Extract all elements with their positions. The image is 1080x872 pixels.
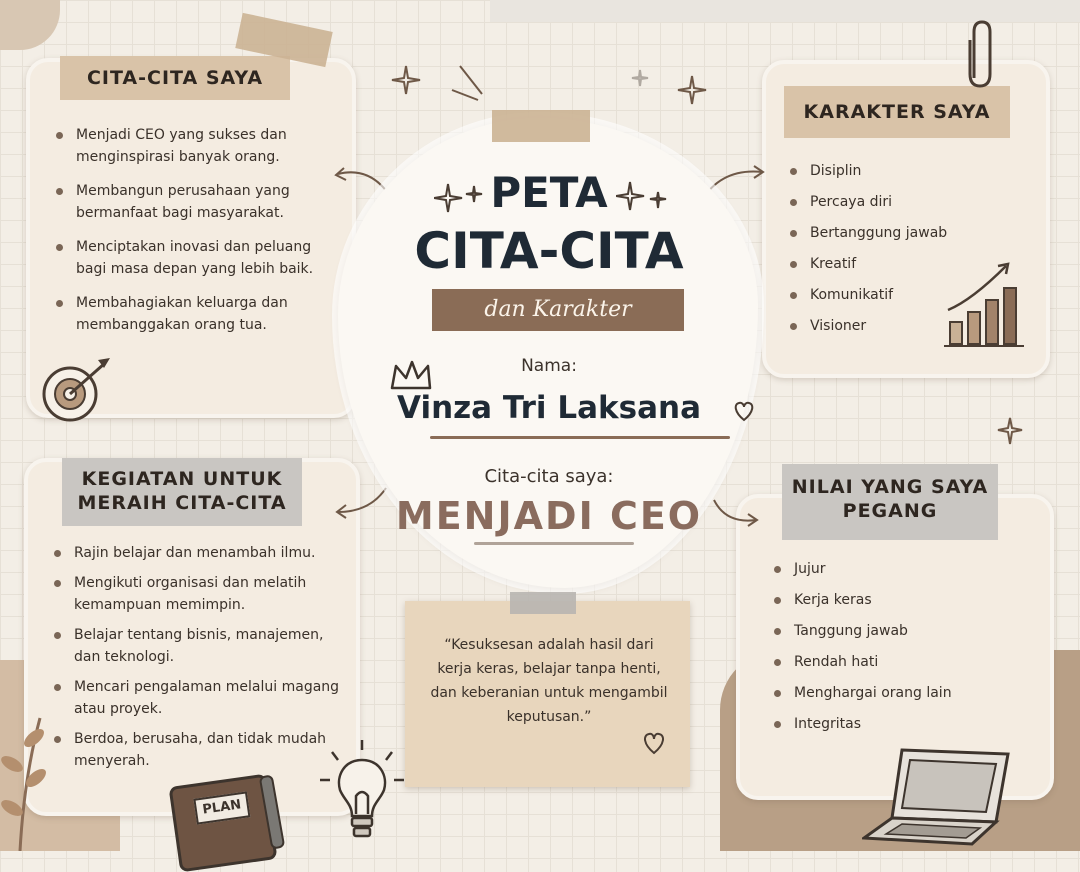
goal-label: Cita-cita saya:	[484, 466, 614, 487]
list-item: Percaya diri	[788, 191, 988, 213]
page-title-line1: PETA	[490, 168, 608, 217]
nilai-title: NILAI YANG SAYA PEGANG	[782, 464, 998, 540]
list-item: Jujur	[772, 558, 1022, 580]
list-item: Belajar tentang bisnis, manajemen, dan teknologi.	[52, 624, 344, 668]
list-item: Disiplin	[788, 160, 988, 182]
list-item: Mengikuti organisasi dan melatih kemampuan memimpin.	[52, 572, 344, 616]
list-item: Mencari pengalaman melalui magang atau proyek.	[52, 676, 344, 720]
quote-text: “Kesuksesan adalah hasil dari kerja keras, belajar tanpa henti, dan keberanian untuk mengambil keputusan.”	[430, 637, 668, 725]
sparkle-icon	[434, 180, 488, 220]
list-item: Menjadi CEO yang sukses dan menginspirasi banyak orang.	[54, 124, 316, 168]
underline	[474, 542, 634, 545]
list-item: Komunikatif	[788, 284, 988, 306]
crown-icon	[388, 356, 434, 398]
sparkle-icon	[616, 178, 672, 218]
list-item: Rendah hati	[772, 651, 1022, 673]
notebook-label: PLAN	[193, 791, 250, 824]
name-label: Nama:	[521, 356, 577, 376]
subtitle-ribbon: dan Karakter	[432, 289, 684, 331]
list-item: Tanggung jawab	[772, 620, 1022, 642]
lightbulb-icon	[318, 738, 408, 846]
heart-icon	[732, 400, 756, 422]
list-item: Menciptakan inovasi dan peluang bagi masa depan yang lebih baik.	[54, 236, 316, 280]
underline	[430, 436, 730, 439]
heart-icon	[641, 731, 667, 755]
list-item: Menghargai orang lain	[772, 682, 1022, 704]
kegiatan-title: KEGIATAN UNTUK MERAIH CITA-CITA	[62, 458, 302, 526]
cita-cita-title: CITA-CITA SAYA	[60, 56, 290, 100]
name-value: Vinza Tri Laksana	[397, 390, 701, 426]
sparkle-icon	[390, 60, 730, 140]
tape-strip	[510, 592, 576, 614]
list-item: Integritas	[772, 713, 1022, 735]
list-item: Kerja keras	[772, 589, 1022, 611]
list-item: Bertanggung jawab	[788, 222, 988, 244]
list-item: Berdoa, berusaha, dan tidak mudah menyerah.	[52, 728, 344, 772]
quote-note	[405, 601, 690, 787]
list-item: Kreatif	[788, 253, 988, 275]
list-item: Visioner	[788, 315, 988, 337]
list-item: Membahagiakan keluarga dan membanggakan orang tua.	[54, 292, 316, 336]
goal-value: MENJADI CEO	[395, 494, 703, 538]
sparkle-icon	[996, 416, 1024, 446]
pen-icon	[258, 772, 288, 851]
list-item: Membangun perusahaan yang bermanfaat bagi masyarakat.	[54, 180, 316, 224]
page-title-line2: CITA-CITA	[414, 222, 684, 280]
karakter-title: KARAKTER SAYA	[784, 86, 1010, 138]
list-item: Rajin belajar dan menambah ilmu.	[52, 542, 344, 564]
leaf-icon	[0, 708, 60, 851]
